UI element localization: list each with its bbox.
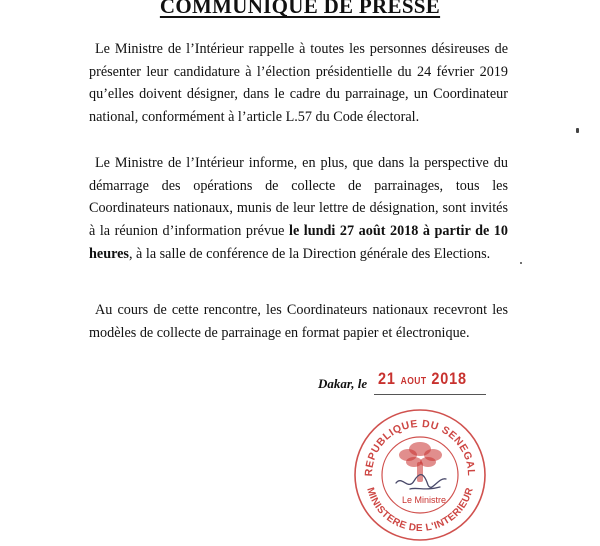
paragraph-1-text: Le Ministre de l’Intérieur rappelle à toutes les personnes désireuses de présenter leur candidature à l’élection présidentielle du 24 février 2019 qu’elles doivent désigner, dans le cadre du parrainage, un Coordinateur national, conformément à l’article L.57 du Code électoral. (89, 41, 508, 126)
seal-center-text: Le Ministre (401, 495, 447, 505)
paragraph-candidature-reminder (89, 38, 508, 129)
paragraph-2-text-end: , à la salle de conférence de la Direction générale des Elections. (128, 245, 491, 262)
date-stamp-year: 2018 (431, 369, 467, 388)
document-title (0, 0, 600, 19)
paragraph-3-text: Au cours de cette rencontre, les Coordinateurs nationaux recevront les modèles de collecte de parrainage en format papier et électronique. (89, 302, 508, 341)
document-title-text: COMMUNIQUE DE PRESSE (159, 0, 441, 18)
baobab-emblem-icon (399, 442, 442, 482)
paragraph-2-text-start: Le Ministre de l’Intérieur informe, en plus, que dans la perspective du démarrage des opérations de collecte de parrainages, tous les Coordinateurs nationaux, munis de leur lettre de désignation, sont invités à la réunion d’information prévue (89, 155, 508, 240)
date-stamp (378, 369, 467, 389)
date-stamp-month: AOUT (400, 376, 427, 387)
paragraph-meeting-info (89, 152, 508, 266)
date-underline (374, 394, 486, 395)
date-stamp-day: 21 (378, 369, 396, 388)
meeting-date-highlight: le lundi 27 août 2018 à partir de 10 heures (89, 223, 508, 262)
place-label: Dakar, le (318, 376, 368, 391)
seal-top-text: REPUBLIQUE DU SENEGAL (362, 417, 478, 477)
signature-dateline (318, 369, 518, 395)
scan-mark (576, 128, 579, 133)
paragraph-collection-models (89, 299, 508, 344)
seal-bottom-text: MINISTERE DE L'INTERIEUR (364, 486, 476, 535)
ministry-seal (352, 407, 488, 543)
scan-mark (520, 262, 522, 264)
